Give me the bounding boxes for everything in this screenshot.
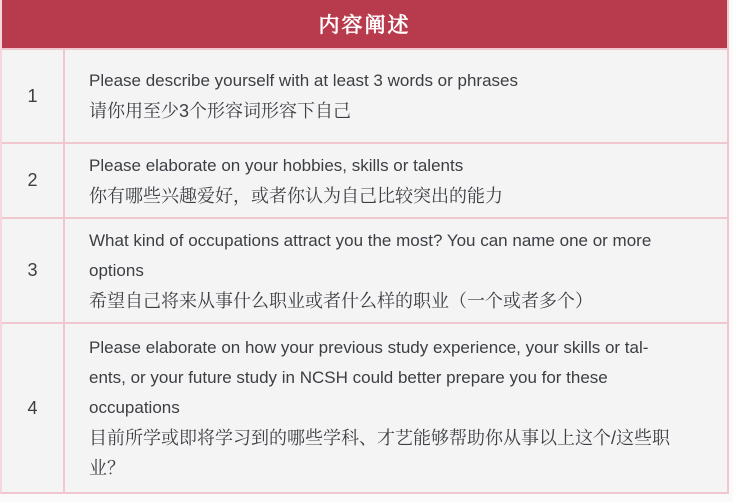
table-row-2 [2,142,727,217]
question-en-line: Please elaborate on how your previous study experience, your skills or tal- [89,338,649,357]
row-number-cell: 1 [2,50,65,142]
question-cell-2 [65,144,727,217]
question-cell-1 [65,50,727,142]
question-zh-line: 你有哪些兴趣爱好，或者你认为自己比较突出的能力 [89,185,503,206]
question-zh-line: 请你用至少3个形容词形容下自己 [89,101,352,121]
question-en-line: What kind of occupations attract you the most? You can name one or more [89,230,652,250]
table-header [2,0,727,48]
row-number-cell: 3 [2,219,65,322]
question-zh-line: 希望自己将来从事什么职业或者什么样的职业（一个或者多个） [89,290,593,311]
question-en-line: Please describe yourself with at least 3 words or phrases [89,71,518,90]
table-title: 内容阐述 [318,14,411,37]
question-en-line: ents, or your future study in NCSH could better prepare you for these [89,368,608,387]
question-cell-4 [65,324,727,492]
question-cell-3 [65,219,727,322]
table-row-1 [2,48,727,142]
row-number-cell: 4 [2,324,65,492]
table-row-3 [2,217,727,322]
question-zh-line: 业？ [89,458,125,478]
question-en-line: Please elaborate on your hobbies, skills or talents [89,155,464,175]
table-row-4 [2,322,727,492]
row-number-cell: 2 [2,144,65,217]
question-en-line: occupations [89,398,180,417]
question-en-line: options [89,260,144,280]
question-zh-line: 目前所学或即将学习到的哪些学科、才艺能够帮助你从事以上这个/这些职 [89,428,670,448]
